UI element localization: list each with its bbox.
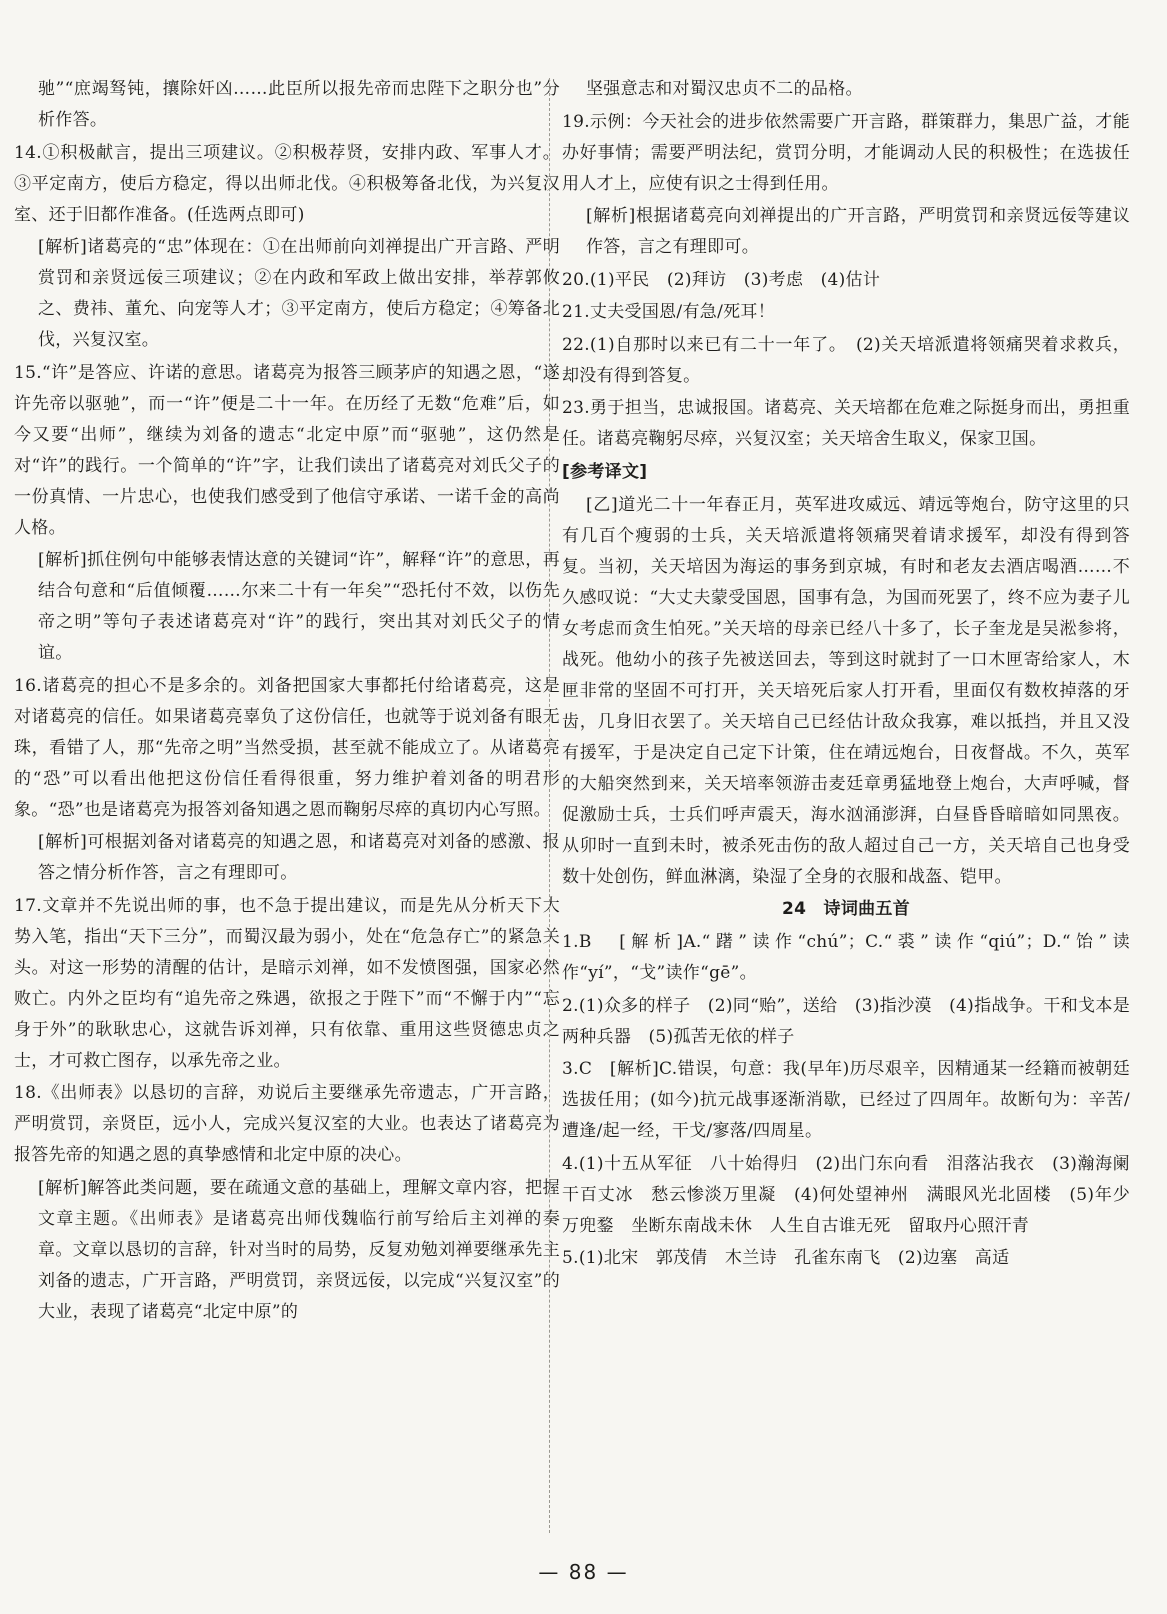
paragraph: 18.《出师表》以恳切的言辞，劝说后主要继承先帝遗志，广开言路，严明赏罚，亲贤臣，远小人，完成兴复汉室的大业。也表达了诸葛亮为报答先帝的知遇之恩的真挚感情和北定中原的决心。 [14, 1083, 560, 1165]
paragraph: 23.勇于担当，忠诚报国。诸葛亮、关天培都在危难之际挺身而出，勇担重任。诸葛亮鞠躬尽瘁，兴复汉室；关天培舍生取义，保家卫国。 [562, 398, 1130, 449]
paragraph: 16.诸葛亮的担心不是多余的。刘备把国家大事都托付给诸葛亮，这是对诸葛亮的信任。如果诸葛亮辜负了这份信任，也就等于说刘备有眼无珠，看错了人，那“先帝之明”当然受损，甚至就不能成立了。从诸葛亮的“恐”可以看出他把这份信任看得很重，努力维护着刘备的明君形象。“恐”也是诸葛亮为报答刘备知遇之恩而鞠躬尽瘁的真切内心写照。 [14, 675, 560, 820]
paragraph: [解析]抓住例句中能够表情达意的关键词“许”，解释“许”的意思，再结合句意和“后值倾覆……尔来二十有一年矣”“恐托付不效，以伤先帝之明”等句子表述诸葛亮对“许”的践行，突出其对刘氏父子的情谊。 [38, 550, 560, 663]
section-title: 24 诗词曲五首 [781, 899, 911, 919]
section-heading: [参考译文] [562, 461, 648, 482]
paragraph: 驰”“庶竭驽钝，攘除奸凶……此臣所以报先帝而忠陛下之职分也”分析作答。 [38, 79, 560, 130]
paragraph: 20.(1)平民 (2)拜访 (3)考虑 (4)估计 [562, 269, 881, 290]
paragraph: [解析]解答此类问题，要在疏通文意的基础上，理解文章内容，把握文章主题。《出师表》是诸葛亮出师伐魏临行前写给后主刘禅的奏章。文章以恳切的言辞，针对当时的局势，反复劝勉刘禅要继承先主刘备的遗志，广开言路，严明赏罚，亲贤远佞，以完成“兴复汉室”的大业，表现了诸葛亮“北定中原”的 [38, 1177, 560, 1322]
paragraph: [解析]诸葛亮的“忠”体现在：①在出师前向刘禅提出广开言路、严明赏罚和亲贤远佞三项建议；②在内政和军政上做出安排，举荐郭攸之、费祎、董允、向宠等人才；③平定南方，使后方稳定；④筹备北伐，兴复汉室。 [38, 237, 560, 350]
column-divider [549, 78, 550, 1533]
paragraph: [解析]可根据刘备对诸葛亮的知遇之恩，和诸葛亮对刘备的感激、报答之情分析作答，言之有理即可。 [38, 832, 560, 883]
paragraph: 19.示例：今天社会的进步依然需要广开言路，群策群力，集思广益，才能办好事情；需要严明法纪，赏罚分明，才能调动人民的积极性；在选拔任用人才上，应使有识之士得到任用。 [562, 111, 1130, 194]
paragraph: [解析]根据诸葛亮向刘禅提出的广开言路，严明赏罚和亲贤远佞等建议作答，言之有理即可。 [586, 206, 1130, 257]
paragraph: 17.文章并不先说出师的事，也不急于提出建议，而是先从分析天下大势入笔，指出“天下三分”，而蜀汉最为弱小，处在“危急存亡”的紧急关头。对这一形势的清醒的估计，是暗示刘禅，如不发愤图强，国家必然败亡。内外之臣均有“追先帝之殊遇，欲报之于陛下”而“不懈于内”“忘身于外”的耿耿忠心，这就告诉刘禅，只有依靠、重用这些贤德忠贞之士，才可救亡图存，以承先帝之业。 [14, 895, 560, 1071]
paragraph: 坚强意志和对蜀汉忠贞不二的品格。 [586, 79, 863, 99]
paragraph: 2.(1)众多的样子 (2)同“贻”，送给 (3)指沙漠 (4)指战争。干和戈本是两种兵器 (5)孤苦无依的样子 [562, 995, 1130, 1047]
right-column [562, 74, 1130, 1274]
paragraph: 22.(1)自那时以来已有二十一年了。 (2)关天培派遣将领痛哭着求救兵，却没有得到答复。 [562, 334, 1130, 386]
page-number: — 88 — [538, 1560, 629, 1584]
paragraph: 5.(1)北宋 郭茂倩 木兰诗 孔雀东南飞 (2)边塞 高适 [562, 1248, 1010, 1268]
paragraph: 21.丈夫受国恩/有急/死耳！ [562, 302, 775, 322]
paragraph: [乙]道光二十一年春正月，英军进攻威远、靖远等炮台，防守这里的只有几百个瘦弱的士兵，关天培派遣将领痛哭着请求援军，却没有得到答复。当初，关天培因为海运的事务到京城，有时和老友去酒店喝酒……不久感叹说：“大丈夫蒙受国恩，国事有急，为国而死罢了，终不应为妻子儿女考虑而贪生怕死。”关天培的母亲已经八十多了，长子奎龙是吴淞参将，战死。他幼小的孩子先被送回去，等到这时就封了一口木匣寄给家人，木匣非常的坚固不可打开，关天培死后家人打开看，里面仅有数枚掉落的牙齿，几身旧衣罢了。关天培自己已经估计敌众我寡，难以抵挡，并且又没有援军，于是决定自己定下计策，住在靖远炮台，日夜督战。不久，英军的大船突然到来，关天培率领游击麦廷章勇猛地登上炮台，大声呼喊，督促激励士兵，士兵们呼声震天，海水汹涌澎湃，白昼昏昏暗暗如同黑夜。从卯时一直到未时，被杀死击伤的敌人超过自己一方，关天培自己也身受数十处创伤，鲜血淋漓，染湿了全身的衣服和战盔、铠甲。 [562, 494, 1130, 887]
paragraph: 3.C [解析]C.错误，句意：我(早年)历尽艰辛，因精通某一经籍而被朝廷选拔任用；(如今)抗元战事逐渐消歇，已经过了四周年。故断句为：辛苦/遭逢/起一经，干戈/寥落/四周星。 [562, 1059, 1130, 1141]
paragraph: 14.①积极献言，提出三项建议。②积极荐贤，安排内政、军事人才。③平定南方，使后方稳定，得以出师北伐。④积极筹备北伐，为兴复汉室、还于旧都作准备。(任选两点即可) [14, 142, 560, 225]
paragraph: 15.“许”是答应、许诺的意思。诸葛亮为报答三顾茅庐的知遇之恩，“遂许先帝以驱驰”，而一“许”便是二十一年。在历经了无数“危难”后，如今又要“出师”，继续为刘备的遗志“北定中原”而“驱驰”，这仍然是对“许”的践行。一个简单的“许”字，让我们读出了诸葛亮对刘氏父子的一份真情、一片忠心，也使我们感受到了他信守承诺、一诺千金的高尚人格。 [14, 362, 560, 538]
left-column [14, 74, 560, 1328]
paragraph: 1.B [解析]A.“躇”读作“chú”；C.“裘”读作“qiú”；D.“饴”读作“yí”，“戈”读作“gē”。 [562, 932, 1130, 983]
paragraph: 4.(1)十五从军征 八十始得归 (2)出门东向看 泪落沾我衣 (3)瀚海阑干百丈冰 愁云惨淡万里凝 (4)何处望神州 满眼风光北固楼 (5)年少万兜鍪 坐断东南战未休 人生自古谁无死 留取丹心照汗青 [562, 1153, 1130, 1236]
